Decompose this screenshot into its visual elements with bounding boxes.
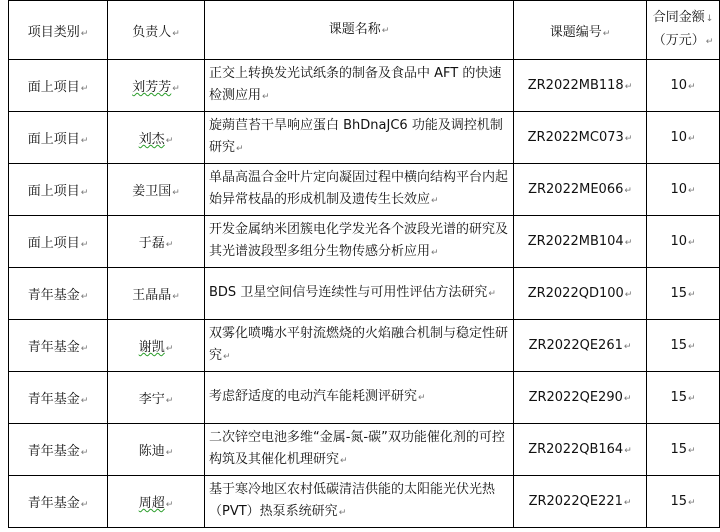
category-cell: 面上项目↵ (9, 112, 108, 164)
code-cell: ZR2022QE290↵ (514, 372, 647, 424)
lead-cell: 刘芳芳↵ (108, 60, 205, 112)
title-cell: BDS 卫星空间信号连续性与可用性评估方法研究↵ (205, 268, 514, 320)
title-cell: 双雾化喷嘴水平射流燃烧的火焰融合机制与稳定性研究↵ (205, 320, 514, 372)
title-cell: 二次锌空电池多维“金属-氮-碳”双功能催化剂的可控构筑及其催化机理研究↵ (205, 424, 514, 476)
amount-cell: 10↵ (647, 60, 720, 112)
amount-cell: 15↵ (647, 268, 720, 320)
header-lead: 负责人↵ (108, 1, 205, 60)
table-row (9, 424, 720, 476)
lead-cell: 王晶晶↵ (108, 268, 205, 320)
lead-cell: 刘杰↵ (108, 112, 205, 164)
lead-cell: 谢凯↵ (108, 320, 205, 372)
category-cell: 青年基金↵ (9, 372, 108, 424)
lead-cell: 李宁↵ (108, 372, 205, 424)
table-row (9, 320, 720, 372)
code-cell: ZR2022QB164↵ (514, 424, 647, 476)
project-table (8, 0, 720, 528)
code-cell: ZR2022QE221↵ (514, 476, 647, 528)
lead-cell: 周超↵ (108, 476, 205, 528)
category-cell: 面上项目↵ (9, 216, 108, 268)
table-row (9, 476, 720, 528)
header-code: 课题编号↵ (514, 1, 647, 60)
amount-cell: 10↵ (647, 216, 720, 268)
table-header-row (9, 1, 720, 60)
category-cell: 青年基金↵ (9, 268, 108, 320)
table-row (9, 216, 720, 268)
code-cell: ZR2022MB118↵ (514, 60, 647, 112)
amount-cell: 10↵ (647, 112, 720, 164)
amount-cell: 15↵ (647, 372, 720, 424)
code-cell: ZR2022MC073↵ (514, 112, 647, 164)
category-cell: 青年基金↵ (9, 320, 108, 372)
lead-cell: 姜卫国↵ (108, 164, 205, 216)
header-title: 课题名称↵ (205, 1, 514, 60)
header-amount: 合同金额↓ （万元）↵ (647, 1, 720, 60)
title-cell: 正交上转换发光试纸条的制备及食品中 AFT 的快速检测应用↵ (205, 60, 514, 112)
title-cell: 考虑舒适度的电动汽车能耗测评研究↵ (205, 372, 514, 424)
table-row (9, 164, 720, 216)
amount-cell: 15↵ (647, 476, 720, 528)
title-cell: 旋蒴苣苔干旱响应蛋白 BhDnaJC6 功能及调控机制研究↵ (205, 112, 514, 164)
title-cell: 单晶高温合金叶片定向凝固过程中横向结构平台内起始异常枝晶的形成机制及遗传生长效应↵ (205, 164, 514, 216)
amount-cell: 10↵ (647, 164, 720, 216)
category-cell: 面上项目↵ (9, 60, 108, 112)
category-cell: 青年基金↵ (9, 424, 108, 476)
amount-cell: 15↵ (647, 424, 720, 476)
table-row (9, 268, 720, 320)
title-cell: 基于寒冷地区农村低碳清洁供能的太阳能光伏光热（PVT）热泵系统研究↵ (205, 476, 514, 528)
header-category: 项目类别↵ (9, 1, 108, 60)
title-cell: 开发金属纳米团簇电化学发光各个波段光谱的研究及其光谱波段型多组分生物传感分析应用↵ (205, 216, 514, 268)
table-row (9, 112, 720, 164)
lead-cell: 于磊↵ (108, 216, 205, 268)
table-row (9, 60, 720, 112)
category-cell: 面上项目↵ (9, 164, 108, 216)
code-cell: ZR2022QD100↵ (514, 268, 647, 320)
code-cell: ZR2022MB104↵ (514, 216, 647, 268)
code-cell: ZR2022ME066↵ (514, 164, 647, 216)
code-cell: ZR2022QE261↵ (514, 320, 647, 372)
amount-cell: 15↵ (647, 320, 720, 372)
table-row (9, 372, 720, 424)
category-cell: 青年基金↵ (9, 476, 108, 528)
lead-cell: 陈迪↵ (108, 424, 205, 476)
